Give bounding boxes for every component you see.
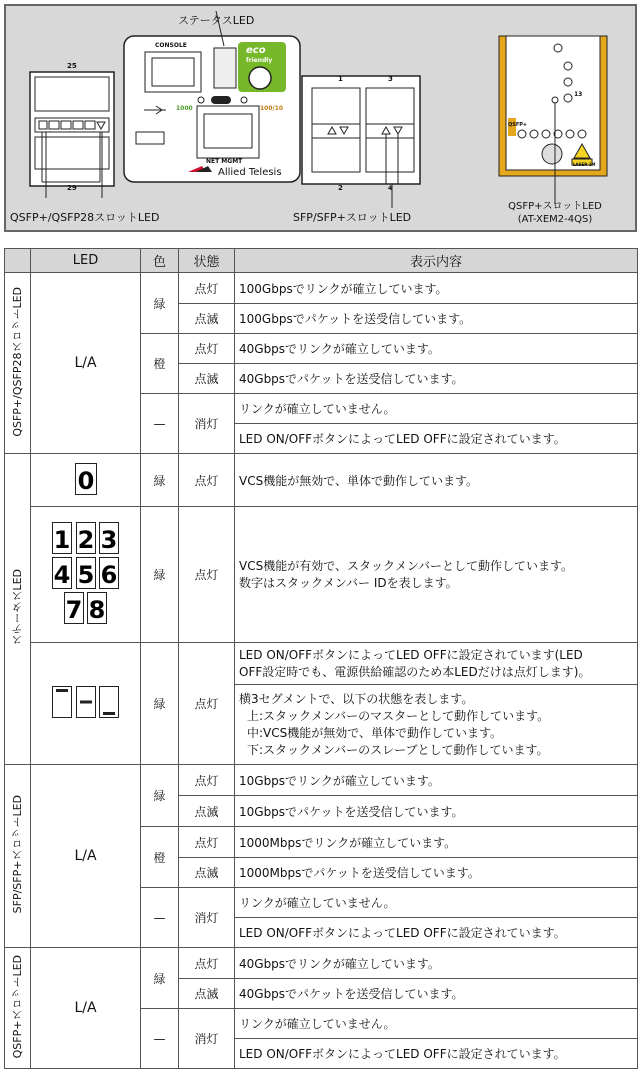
seg-digit <box>76 522 96 554</box>
color-cell: 緑 <box>141 273 179 334</box>
desc-cell: リンクが確立していません。 <box>235 1009 638 1039</box>
seg-digit <box>76 557 96 589</box>
color-cell: — <box>141 394 179 454</box>
desc-cell: VCS機能が有効で、スタックメンバーとして動作しています。 数字はスタックメンバー IDを表します。 <box>235 507 638 643</box>
desc-cell: 1000Mbpsでリンクが確立しています。 <box>235 827 638 858</box>
group-status: ステータスLED <box>5 454 31 765</box>
color-cell: 橙 <box>141 334 179 394</box>
svg-text:8: 8 <box>89 596 106 624</box>
console-label: CONSOLE <box>155 42 187 49</box>
eco-logo-sub: friendly <box>246 57 273 64</box>
speed-1000-label: 1000 <box>176 105 193 112</box>
header-color: 色 <box>141 249 179 273</box>
state-cell: 点滅 <box>179 304 235 334</box>
table-header-row <box>5 249 638 273</box>
header-description: 表示内容 <box>235 249 638 273</box>
desc-cell: LED ON/OFFボタンによってLED OFFに設定されています。 <box>235 424 638 454</box>
desc-cell: 10Gbpsでパケットを送受信しています。 <box>235 796 638 827</box>
status-led-label: ステータスLED <box>178 14 255 27</box>
desc-cell: LED ON/OFFボタンによってLED OFFに設定されています(LED OFF設定時でも、電源供給確認のため本LEDだけは点灯します)。 <box>235 643 638 685</box>
speed-100-10-label: 100/10 <box>260 105 284 112</box>
color-cell: 橙 <box>141 827 179 888</box>
panel-illustration <box>6 6 635 230</box>
seg-row <box>35 557 136 592</box>
color-cell: 緑 <box>141 765 179 827</box>
seg-digit <box>75 463 97 495</box>
state-cell: 点滅 <box>179 979 235 1009</box>
desc-cell: 横3セグメントで、以下の状態を表します。 上:スタックメンバーのマスターとして動作しています。 中:VCS機能が無効で、単体で動作しています。 下:スタックメンバーのスレーブとして動作しています。 <box>235 685 638 765</box>
state-cell: 点滅 <box>179 858 235 888</box>
xem-module <box>499 36 607 204</box>
led-name-qsfp: L/A <box>31 948 141 1069</box>
qsfp28-slot-led-label: QSFP+/QSFP28スロットLED <box>10 211 160 224</box>
state-cell: 点灯 <box>179 273 235 304</box>
color-cell: — <box>141 888 179 948</box>
led-spec-table <box>4 248 638 1069</box>
seg-row <box>35 522 136 557</box>
led-name-qsfp28: L/A <box>31 273 141 454</box>
seg-digit <box>52 557 72 589</box>
svg-text:7: 7 <box>65 596 82 624</box>
desc-cell: 100Gbpsでリンクが確立しています。 <box>235 273 638 304</box>
svg-text:1: 1 <box>53 526 71 554</box>
svg-text:5: 5 <box>77 561 94 589</box>
group-sfp: SFP/SFP+スロットLED <box>5 765 31 948</box>
seg-digit <box>87 592 107 624</box>
sfp-module <box>302 76 420 208</box>
svg-text:4: 4 <box>53 561 71 589</box>
state-cell: 点灯 <box>179 765 235 796</box>
group-qsfp28: QSFP+/QSFP28スロットLED <box>5 273 31 454</box>
desc-cell: 40Gbpsでリンクが確立しています。 <box>235 334 638 364</box>
color-cell: 緑 <box>141 454 179 507</box>
header-led: LED <box>31 249 141 273</box>
color-cell: 緑 <box>141 948 179 1009</box>
svg-text:3: 3 <box>100 526 118 554</box>
seg-digit <box>99 557 119 589</box>
state-cell: 消灯 <box>179 1009 235 1069</box>
svg-text:6: 6 <box>100 561 118 589</box>
header-state: 状態 <box>179 249 235 273</box>
qsfp-slot-led-label: QSFP+スロットLED (AT-XEM2-4QS) <box>508 201 602 225</box>
port-25-label: 25 <box>67 62 77 70</box>
state-cell: 点灯 <box>179 334 235 364</box>
seg-digit <box>76 686 96 718</box>
state-cell: 消灯 <box>179 394 235 454</box>
state-cell: 点灯 <box>179 454 235 507</box>
seg-digit <box>64 592 84 624</box>
qsfp28-module <box>30 72 114 186</box>
header-blank <box>5 249 31 273</box>
brand-logo-text: Allied Telesis <box>218 167 282 178</box>
laser-tag: LASER 1M <box>573 162 596 167</box>
port-1-label: 1 <box>338 75 343 83</box>
qsfp-tag: QSFP+ <box>508 122 528 128</box>
led-name-sfp: L/A <box>31 765 141 948</box>
port-13-label: 13 <box>574 91 583 98</box>
state-cell: 点滅 <box>179 364 235 394</box>
management-panel <box>124 11 300 182</box>
port-3-label: 3 <box>388 75 393 83</box>
table-row <box>5 454 638 507</box>
state-cell: 点灯 <box>179 643 235 765</box>
seg-row <box>35 592 136 627</box>
desc-cell: 40Gbpsでリンクが確立しています。 <box>235 948 638 979</box>
color-cell: 緑 <box>141 643 179 765</box>
seg-digit <box>52 686 72 718</box>
net-mgmt-label: NET MGMT <box>206 158 243 165</box>
desc-cell: 40Gbpsでパケットを送受信しています。 <box>235 364 638 394</box>
state-cell: 点灯 <box>179 507 235 643</box>
desc-cell: LED ON/OFFボタンによってLED OFFに設定されています。 <box>235 918 638 948</box>
port-2-label: 2 <box>338 184 343 192</box>
desc-cell: LED ON/OFFボタンによってLED OFFに設定されています。 <box>235 1039 638 1069</box>
color-cell: — <box>141 1009 179 1069</box>
seg-display-bars <box>31 643 141 765</box>
table-row <box>5 507 638 643</box>
port-4-label: 4 <box>388 185 393 192</box>
panel-diagram <box>4 4 637 232</box>
state-cell: 点灯 <box>179 827 235 858</box>
desc-cell: リンクが確立していません。 <box>235 888 638 918</box>
table-row <box>5 765 638 796</box>
desc-cell: 10Gbpsでリンクが確立しています。 <box>235 765 638 796</box>
desc-cell: 40Gbpsでパケットを送受信しています。 <box>235 979 638 1009</box>
seg-digit <box>99 522 119 554</box>
desc-cell: VCS機能が無効で、単体で動作しています。 <box>235 454 638 507</box>
svg-text:2: 2 <box>77 526 94 554</box>
sfp-slot-led-label: SFP/SFP+スロットLED <box>293 211 412 224</box>
desc-cell: 1000Mbpsでパケットを送受信しています。 <box>235 858 638 888</box>
svg-text:0: 0 <box>77 466 94 495</box>
desc-cell: リンクが確立していません。 <box>235 394 638 424</box>
table-row <box>5 643 638 685</box>
seg-digit <box>99 686 119 718</box>
desc-cell: 100Gbpsでパケットを送受信しています。 <box>235 304 638 334</box>
seg-digit <box>52 522 72 554</box>
seg-display-ids <box>31 507 141 643</box>
group-qsfp: QSFP+スロットLED <box>5 948 31 1069</box>
seg-display-zero <box>31 454 141 507</box>
state-cell: 点滅 <box>179 796 235 827</box>
port-29-label: 29 <box>67 184 77 192</box>
table-row <box>5 273 638 304</box>
state-cell: 点灯 <box>179 948 235 979</box>
table-row <box>5 948 638 979</box>
color-cell: 緑 <box>141 507 179 643</box>
state-cell: 消灯 <box>179 888 235 948</box>
eco-logo-text: eco <box>246 45 266 56</box>
